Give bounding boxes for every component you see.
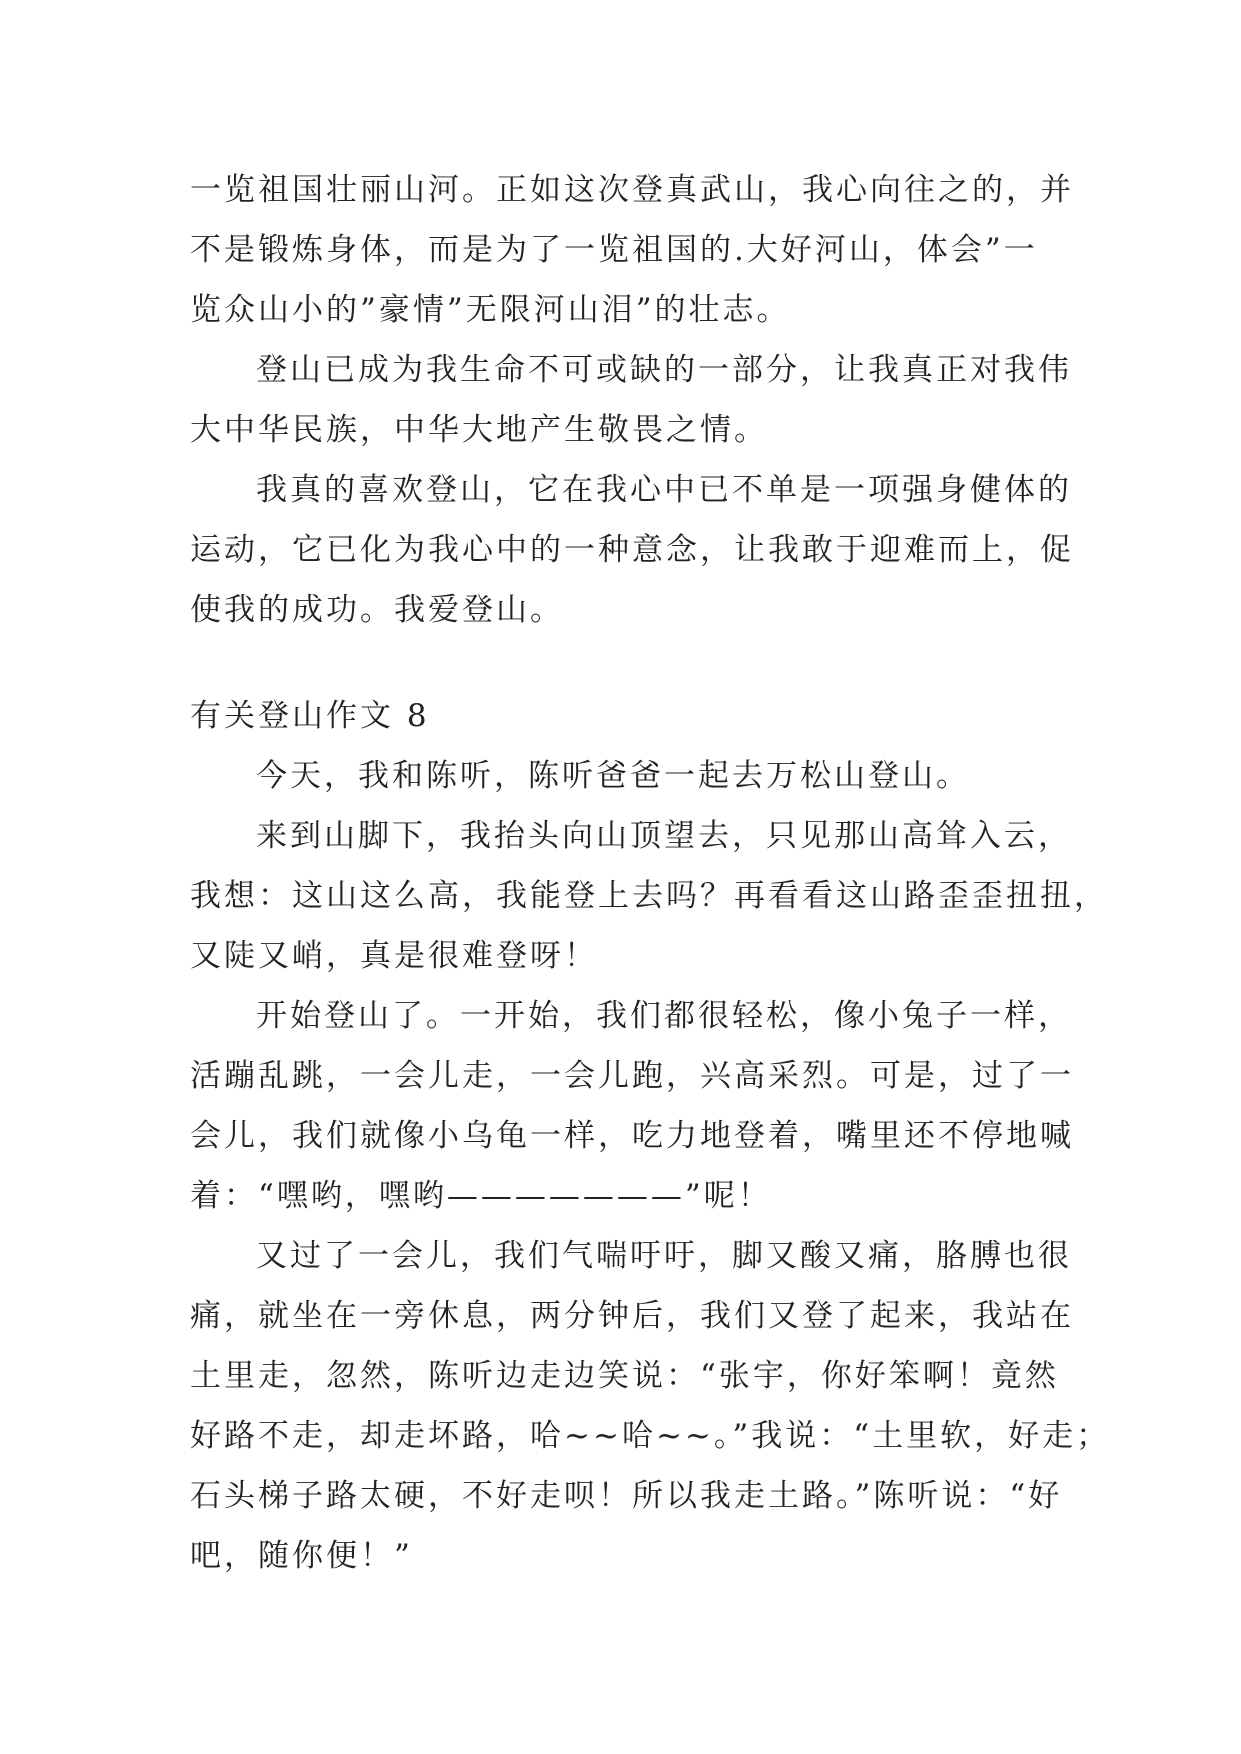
paragraph xyxy=(190,340,1072,460)
paragraph xyxy=(190,806,1108,986)
paragraph xyxy=(190,460,1074,640)
text-line: 痛，就坐在一旁休息，两分钟后，我们又登了起来，我站在 xyxy=(190,1298,1074,1334)
text-line: 运动，它已化为我心中的一种意念，让我敢于迎难而上，促 xyxy=(190,532,1074,568)
text-line: 大中华民族，中华大地产生敬畏之情。 xyxy=(190,412,768,448)
text-line: 着：“嘿哟，嘿哟———————”呢！ xyxy=(190,1178,772,1214)
text-line: 使我的成功。我爱登山。 xyxy=(190,592,564,628)
text-line: 好路不走，却走坏路，哈~~哈~~。”我说：“土里软，好走； xyxy=(190,1418,1111,1454)
section-before xyxy=(190,160,1074,640)
paragraph xyxy=(190,986,1074,1226)
text-line: 不是锻炼身体，而是为了一览祖国的.大好河山，体会”一 xyxy=(190,232,1038,268)
text-line: 石头梯子路太硬，不好走呗！所以我走土路。”陈听说：“好 xyxy=(190,1478,1063,1514)
section-heading: 有关登山作文 8 xyxy=(190,698,430,734)
text-line: 一览祖国壮丽山河。正如这次登真武山，我心向往之的，并 xyxy=(190,172,1074,208)
text-line: 会儿，我们就像小乌龟一样，吃力地登着，嘴里还不停地喊 xyxy=(190,1118,1074,1154)
text-line: 土里走，忽然，陈听边走边笑说：“张宇，你好笨啊！竟然 xyxy=(190,1358,1059,1394)
document-body xyxy=(190,160,1111,1586)
text-line: 又过了一会儿，我们气喘吁吁，脚又酸又痛，胳膊也很 xyxy=(256,1238,1072,1274)
section-after xyxy=(190,746,1111,1586)
text-line: 吧，随你便！” xyxy=(190,1538,413,1574)
text-line: 我想：这山这么高，我能登上去吗？再看看这山路歪歪扭扭， xyxy=(190,878,1108,914)
text-line: 来到山脚下，我抬头向山顶望去，只见那山高耸入云， xyxy=(256,818,1072,854)
text-line: 又陡又峭，真是很难登呀！ xyxy=(190,938,598,974)
text-line: 今天，我和陈听，陈听爸爸一起去万松山登山。 xyxy=(256,758,970,794)
text-line: 开始登山了。一开始，我们都很轻松，像小兔子一样， xyxy=(256,998,1072,1034)
text-line: 活蹦乱跳，一会儿走，一会儿跑，兴高采烈。可是，过了一 xyxy=(190,1058,1074,1094)
text-line: 我真的喜欢登山，它在我心中已不单是一项强身健体的 xyxy=(256,472,1072,508)
paragraph xyxy=(190,160,1074,340)
text-line: 览众山小的”豪情”无限河山泪”的壮志。 xyxy=(190,292,791,328)
text-line: 登山已成为我生命不可或缺的一部分，让我真正对我伟 xyxy=(256,352,1072,388)
paragraph xyxy=(190,746,1050,806)
paragraph xyxy=(190,1226,1111,1586)
